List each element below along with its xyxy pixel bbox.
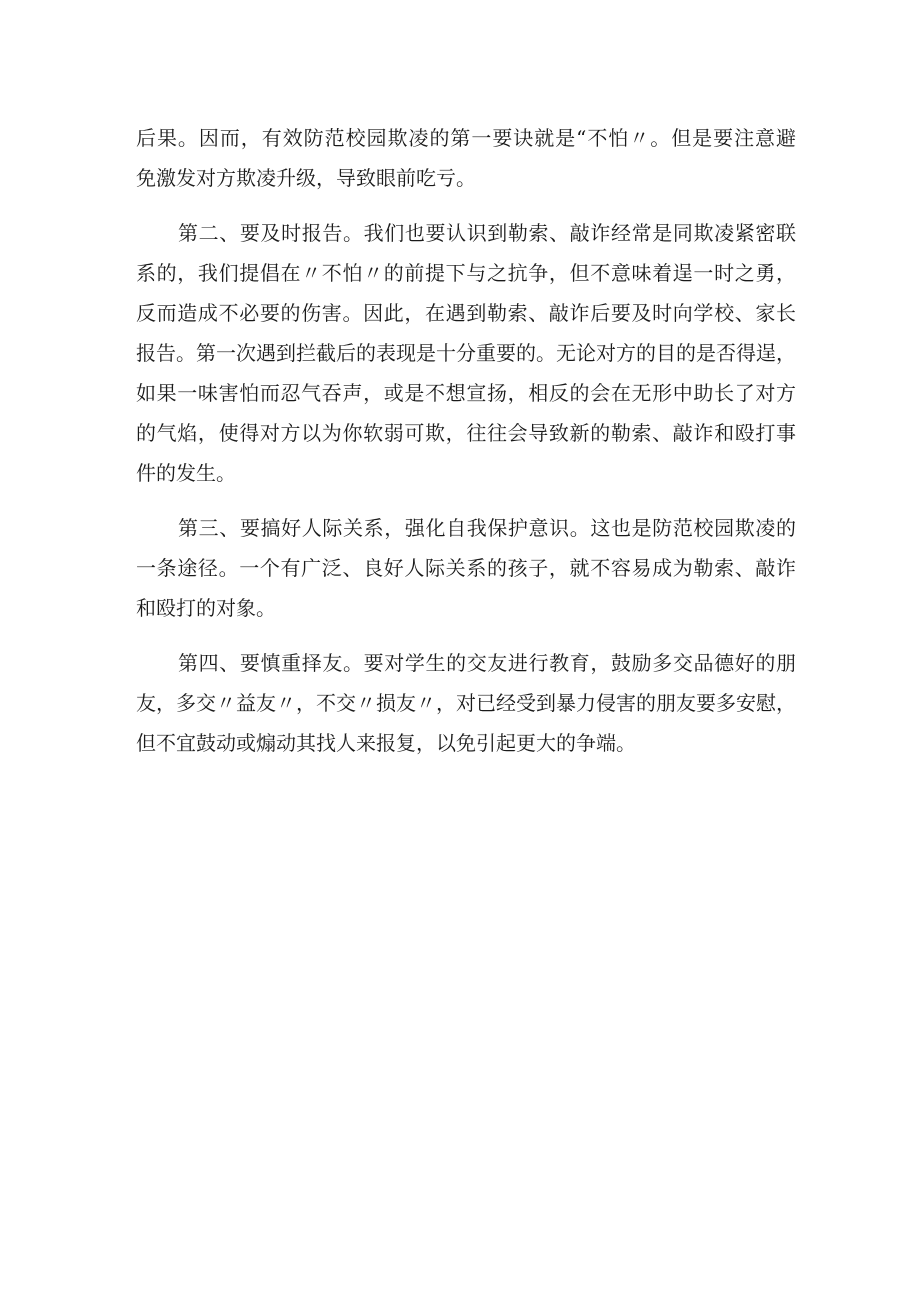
text-line: 友，多交〃益友〃，不交〃损友〃，对已经受到暴力侵害的朋友要多安慰， [136, 691, 796, 715]
text-line: 报告。第一次遇到拦截后的表现是十分重要的。无论对方的目的是否得逞， [136, 341, 796, 365]
text-line: 系的，我们提倡在〃不怕〃的前提下与之抗争，但不意味着逞一时之勇， [136, 261, 796, 285]
text-line: 第二、要及时报告。我们也要认识到勒索、敲诈经常是同欺凌紧密联 [178, 221, 796, 245]
text-line: 免激发对方欺凌升级，导致眼前吃亏。 [136, 166, 476, 190]
text-line: 后果。因而，有效防范校园欺凌的第一要诀就是“不怕〃。但是要注意避 [136, 126, 796, 150]
text-line: 第四、要慎重择友。要对学生的交友进行教育，鼓励多交品德好的朋 [178, 651, 796, 675]
text-line: 但不宜鼓动或煽动其找人来报复，以免引起更大的争端。 [136, 731, 636, 755]
document-body [136, 118, 796, 763]
paragraph-relationships [136, 508, 796, 628]
text-line: 件的发生。 [136, 461, 236, 485]
text-line: 如果一味害怕而忍气吞声，或是不想宣扬，相反的会在无形中助长了对方 [136, 381, 796, 405]
text-line: 和殴打的对象。 [136, 596, 276, 620]
paragraph-choose-friends [136, 643, 796, 763]
paragraph-report-promptly [136, 213, 796, 493]
text-line: 第三、要搞好人际关系，强化自我保护意识。这也是防范校园欺凌的 [178, 516, 796, 540]
text-line: 的气焰，使得对方以为你软弱可欺，往往会导致新的勒索、敲诈和殴打事 [136, 421, 796, 445]
paragraph-continuation [136, 118, 796, 198]
text-line: 反而造成不必要的伤害。因此，在遇到勒索、敲诈后要及时向学校、家长 [136, 301, 796, 325]
text-line: 一条途径。一个有广泛、良好人际关系的孩子，就不容易成为勒索、敲诈 [136, 556, 796, 580]
